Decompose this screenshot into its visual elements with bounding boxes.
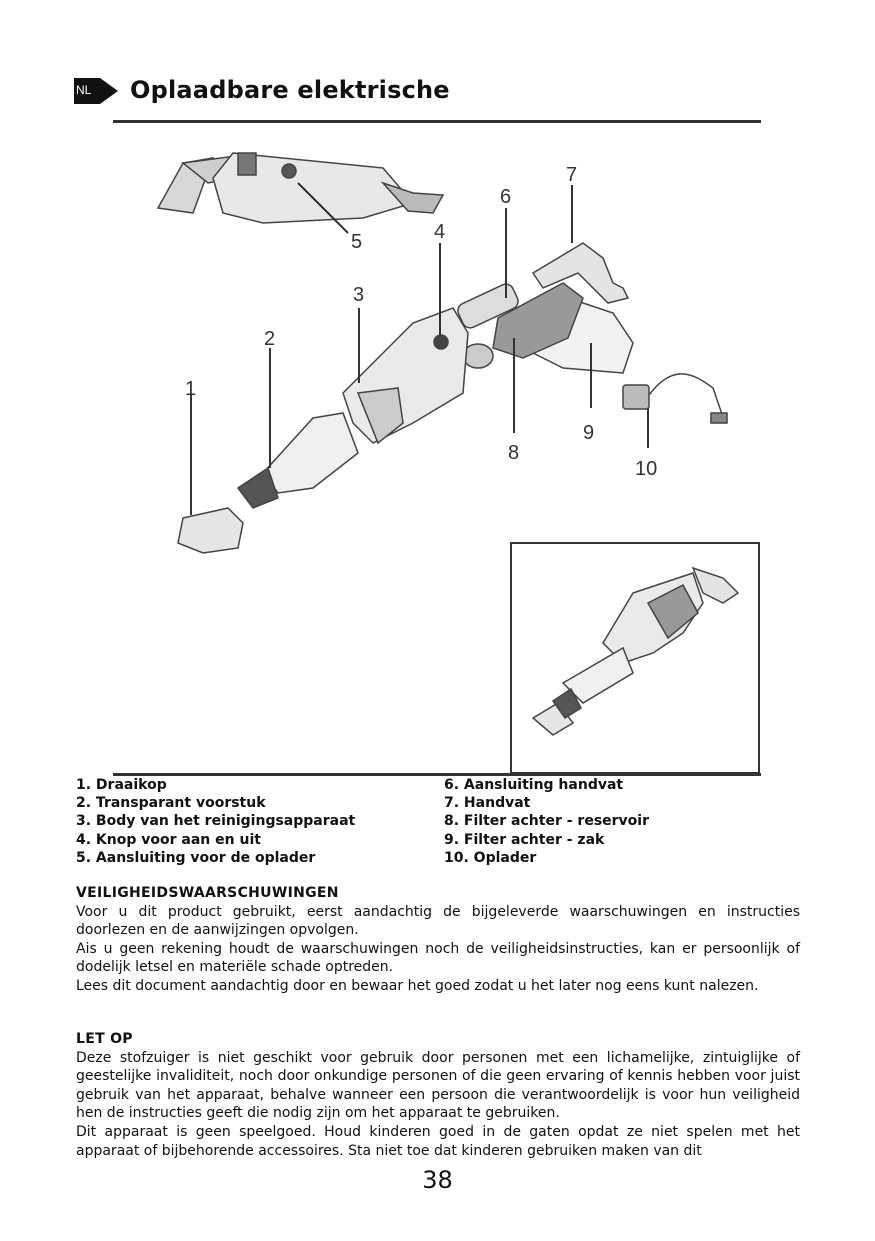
part-item: 6. Aansluiting handvat xyxy=(444,777,624,793)
part-item: 4. Knop voor aan en uit xyxy=(76,831,261,848)
parts-list-right xyxy=(444,776,649,867)
part-item: 9. Filter achter - zak xyxy=(444,831,605,848)
part-item: 5. Aansluiting voor de oplader xyxy=(76,849,316,866)
caution-section xyxy=(76,1030,800,1160)
paragraph: Dit apparaat is geen speelgoed. Houd kinderen goed in de gaten opdat ze niet spelen met het apparaat of bijbehorende accessoires. Sta niet toe dat kinderen gebruiken maken van dit xyxy=(76,1123,800,1159)
callout-5: 5 xyxy=(351,231,363,253)
part-item: 3. Body van het reinigingsapparaat xyxy=(76,813,356,830)
part-item: 10. Oplader xyxy=(444,849,537,866)
assembled-view-inset xyxy=(511,543,759,773)
page-title: Oplaadbare elektrische xyxy=(130,76,450,104)
safety-warnings-section xyxy=(76,884,800,996)
callout-1: 1 xyxy=(185,378,197,400)
transparent-front-part xyxy=(238,413,358,508)
paragraph: Voor u dit product gebruikt, eerst aandachtig de bijgeleverde waarschuwingen en instructies doorlezen en de aanwijzingen opvolgen. xyxy=(76,903,800,939)
callout-4: 4 xyxy=(434,221,446,243)
section-heading: LET OP xyxy=(76,1031,133,1047)
callout-9: 9 xyxy=(583,422,595,444)
rotating-head-part xyxy=(178,508,243,553)
callout-10: 10 xyxy=(635,458,658,480)
body-part xyxy=(343,308,468,443)
part-item: 2. Transparant voorstuk xyxy=(76,795,266,812)
callout-2: 2 xyxy=(264,328,276,350)
callout-6: 6 xyxy=(500,186,512,208)
page-number: 38 xyxy=(422,1166,453,1194)
charger-part xyxy=(623,374,727,423)
part-item: 1. Draaikop xyxy=(76,777,167,793)
paragraph: Lees dit document aandachtig door en bewaar het goed zodat u het later nog eens kunt nalezen. xyxy=(76,977,759,994)
callout-8: 8 xyxy=(508,442,520,464)
part-item: 7. Handvat xyxy=(444,795,531,812)
parts-list-left xyxy=(76,776,355,867)
paragraph: Deze stofzuiger is niet geschikt voor gebruik door personen met een lichamelijke, zintuiglijke of geestelijke invaliditeit, noch door onkundige personen of die geen ervaring of kennis hebben voor juist gebruik van het apparaat, behalve wanneer een persoon die verantwoordelijk is voor hun veiligheid hen de instructies geeft die nodig zijn om het apparaat te gebruiken. xyxy=(76,1049,800,1122)
callout-7: 7 xyxy=(566,164,578,186)
assembled-vacuum-top xyxy=(158,153,443,223)
part-item: 8. Filter achter - reservoir xyxy=(444,813,650,830)
paragraph: Ais u geen rekening houdt de waarschuwingen noch de veiligheidsinstructies, kan er persoonlijk of dodelijk letsel en materiële schade optreden. xyxy=(76,940,800,976)
section-heading: VEILIGHEIDSWAARSCHUWINGEN xyxy=(76,885,339,901)
callout-3: 3 xyxy=(353,284,365,306)
language-code: NL xyxy=(76,83,92,97)
exploded-view-diagram xyxy=(113,123,761,775)
